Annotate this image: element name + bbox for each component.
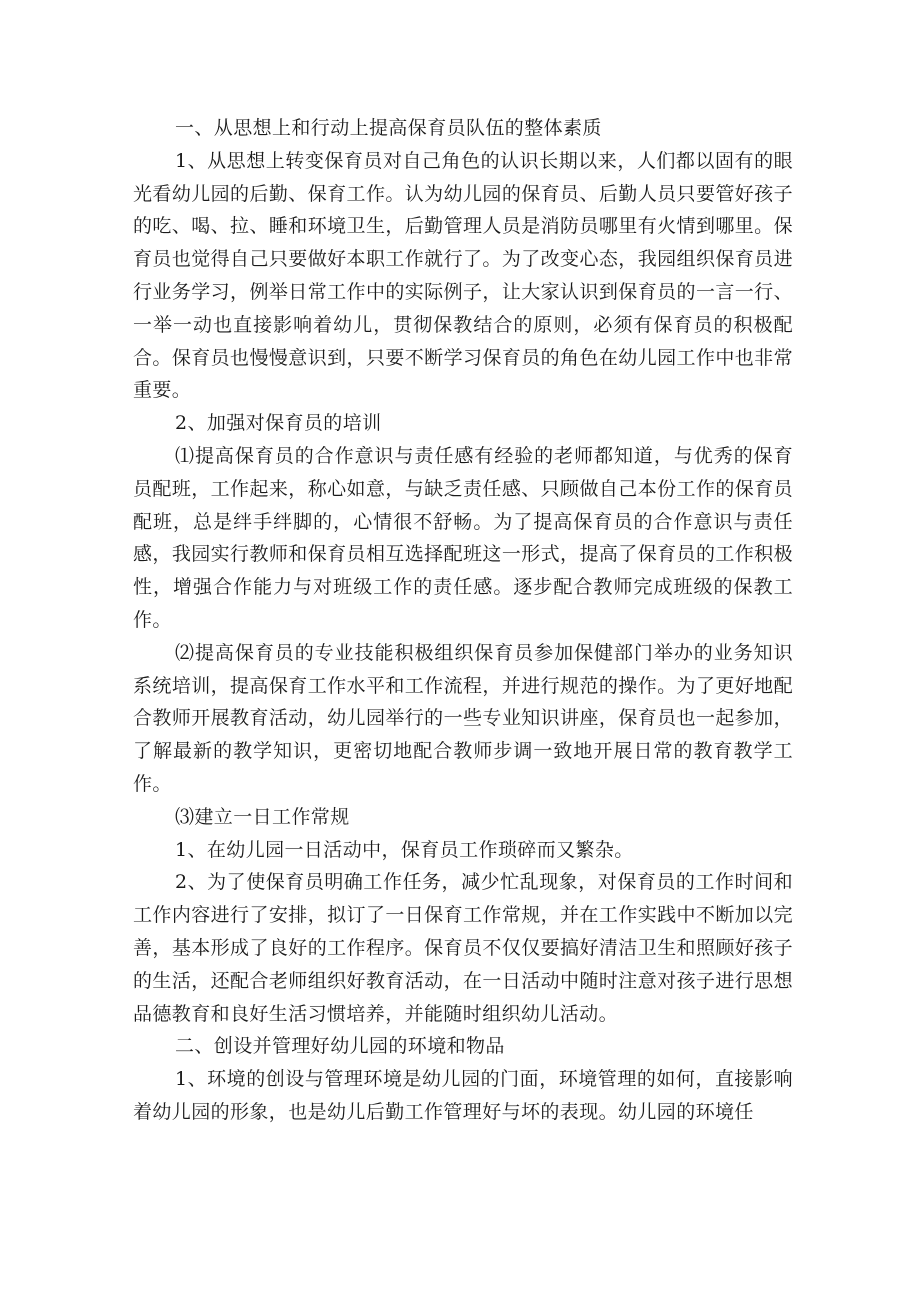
section-heading-2: 二、创设并管理好幼儿园的环境和物品 — [175, 1035, 505, 1058]
document-body — [133, 112, 793, 1129]
paragraph-work-arrangement: 2、为了使保育员明确工作任务，减少忙乱现象，对保育员的工作时间和工作内容进行了安排，拟订了一日保育工作常规，并在工作实践中不断加以完善，基本形成了良好的工作程序。保育员不仅仅要搞好清洁卫生和照顾好孩子的生活，还配合老师组织好教育活动，在一日活动中随时注意对孩子进行思想品德教育和良好生活习惯培养，并能随时组织幼儿活动。 — [133, 871, 793, 1025]
paragraph-role-awareness: 1、从思想上转变保育员对自己角色的认识长期以来，人们都以固有的眼光看幼儿园的后勤、保育工作。认为幼儿园的保育员、后勤人员只要管好孩子的吃、喝、拉、睡和环境卫生，后勤管理人员是消防员哪里有火情到哪里。保育员也觉得自己只要做好本职工作就行了。为了改变心态，我园组织保育员进行业务学习，例举日常工作中的实际例子，让大家认识到保育员的一言一行、一举一动也直接影响着幼儿，贯彻保教结合的原则，必须有保育员的积极配合。保育员也慢慢意识到，只要不断学习保育员的角色在幼儿园工作中也非常重要。 — [133, 149, 793, 402]
paragraph-environment: 1、环境的创设与管理环境是幼儿园的门面，环境管理的如何，直接影响着幼儿园的形象，也是幼儿后勤工作管理好与坏的表现。幼儿园的环境任 — [133, 1068, 793, 1123]
subheading-training: 2、加强对保育员的培训 — [175, 412, 382, 435]
subheading-daily-routine: ⑶建立一日工作常规 — [175, 805, 350, 828]
section-heading-1: 一、从思想上和行动上提高保育员队伍的整体素质 — [175, 117, 602, 139]
paragraph-cooperation: ⑴提高保育员的合作意识与责任感有经验的老师都知道，与优秀的保育员配班，工作起来，称心如意，与缺乏责任感、只顾做自己本份工作的保育员配班，总是绊手绊脚的，心情很不舒畅。为了提高保育员的合作意识与责任感，我园实行教师和保育员相互选择配班这一形式，提高了保育员的工作积极性，增强合作能力与对班级工作的责任感。逐步配合教师完成班级的保教工作。 — [133, 444, 793, 631]
paragraph-professional-skills: ⑵提高保育员的专业技能积极组织保育员参加保健部门举办的业务知识系统培训，提高保育工作水平和工作流程，并进行规范的操作。为了更好地配合教师开展教育活动，幼儿园举行的一些专业知识讲座，保育员也一起参加，了解最新的教学知识，更密切地配合教师步调一致地开展日常的教育教学工作。 — [133, 641, 793, 795]
paragraph-daily-activity: 1、在幼儿园一日活动中，保育员工作琐碎而又繁杂。 — [175, 838, 634, 861]
